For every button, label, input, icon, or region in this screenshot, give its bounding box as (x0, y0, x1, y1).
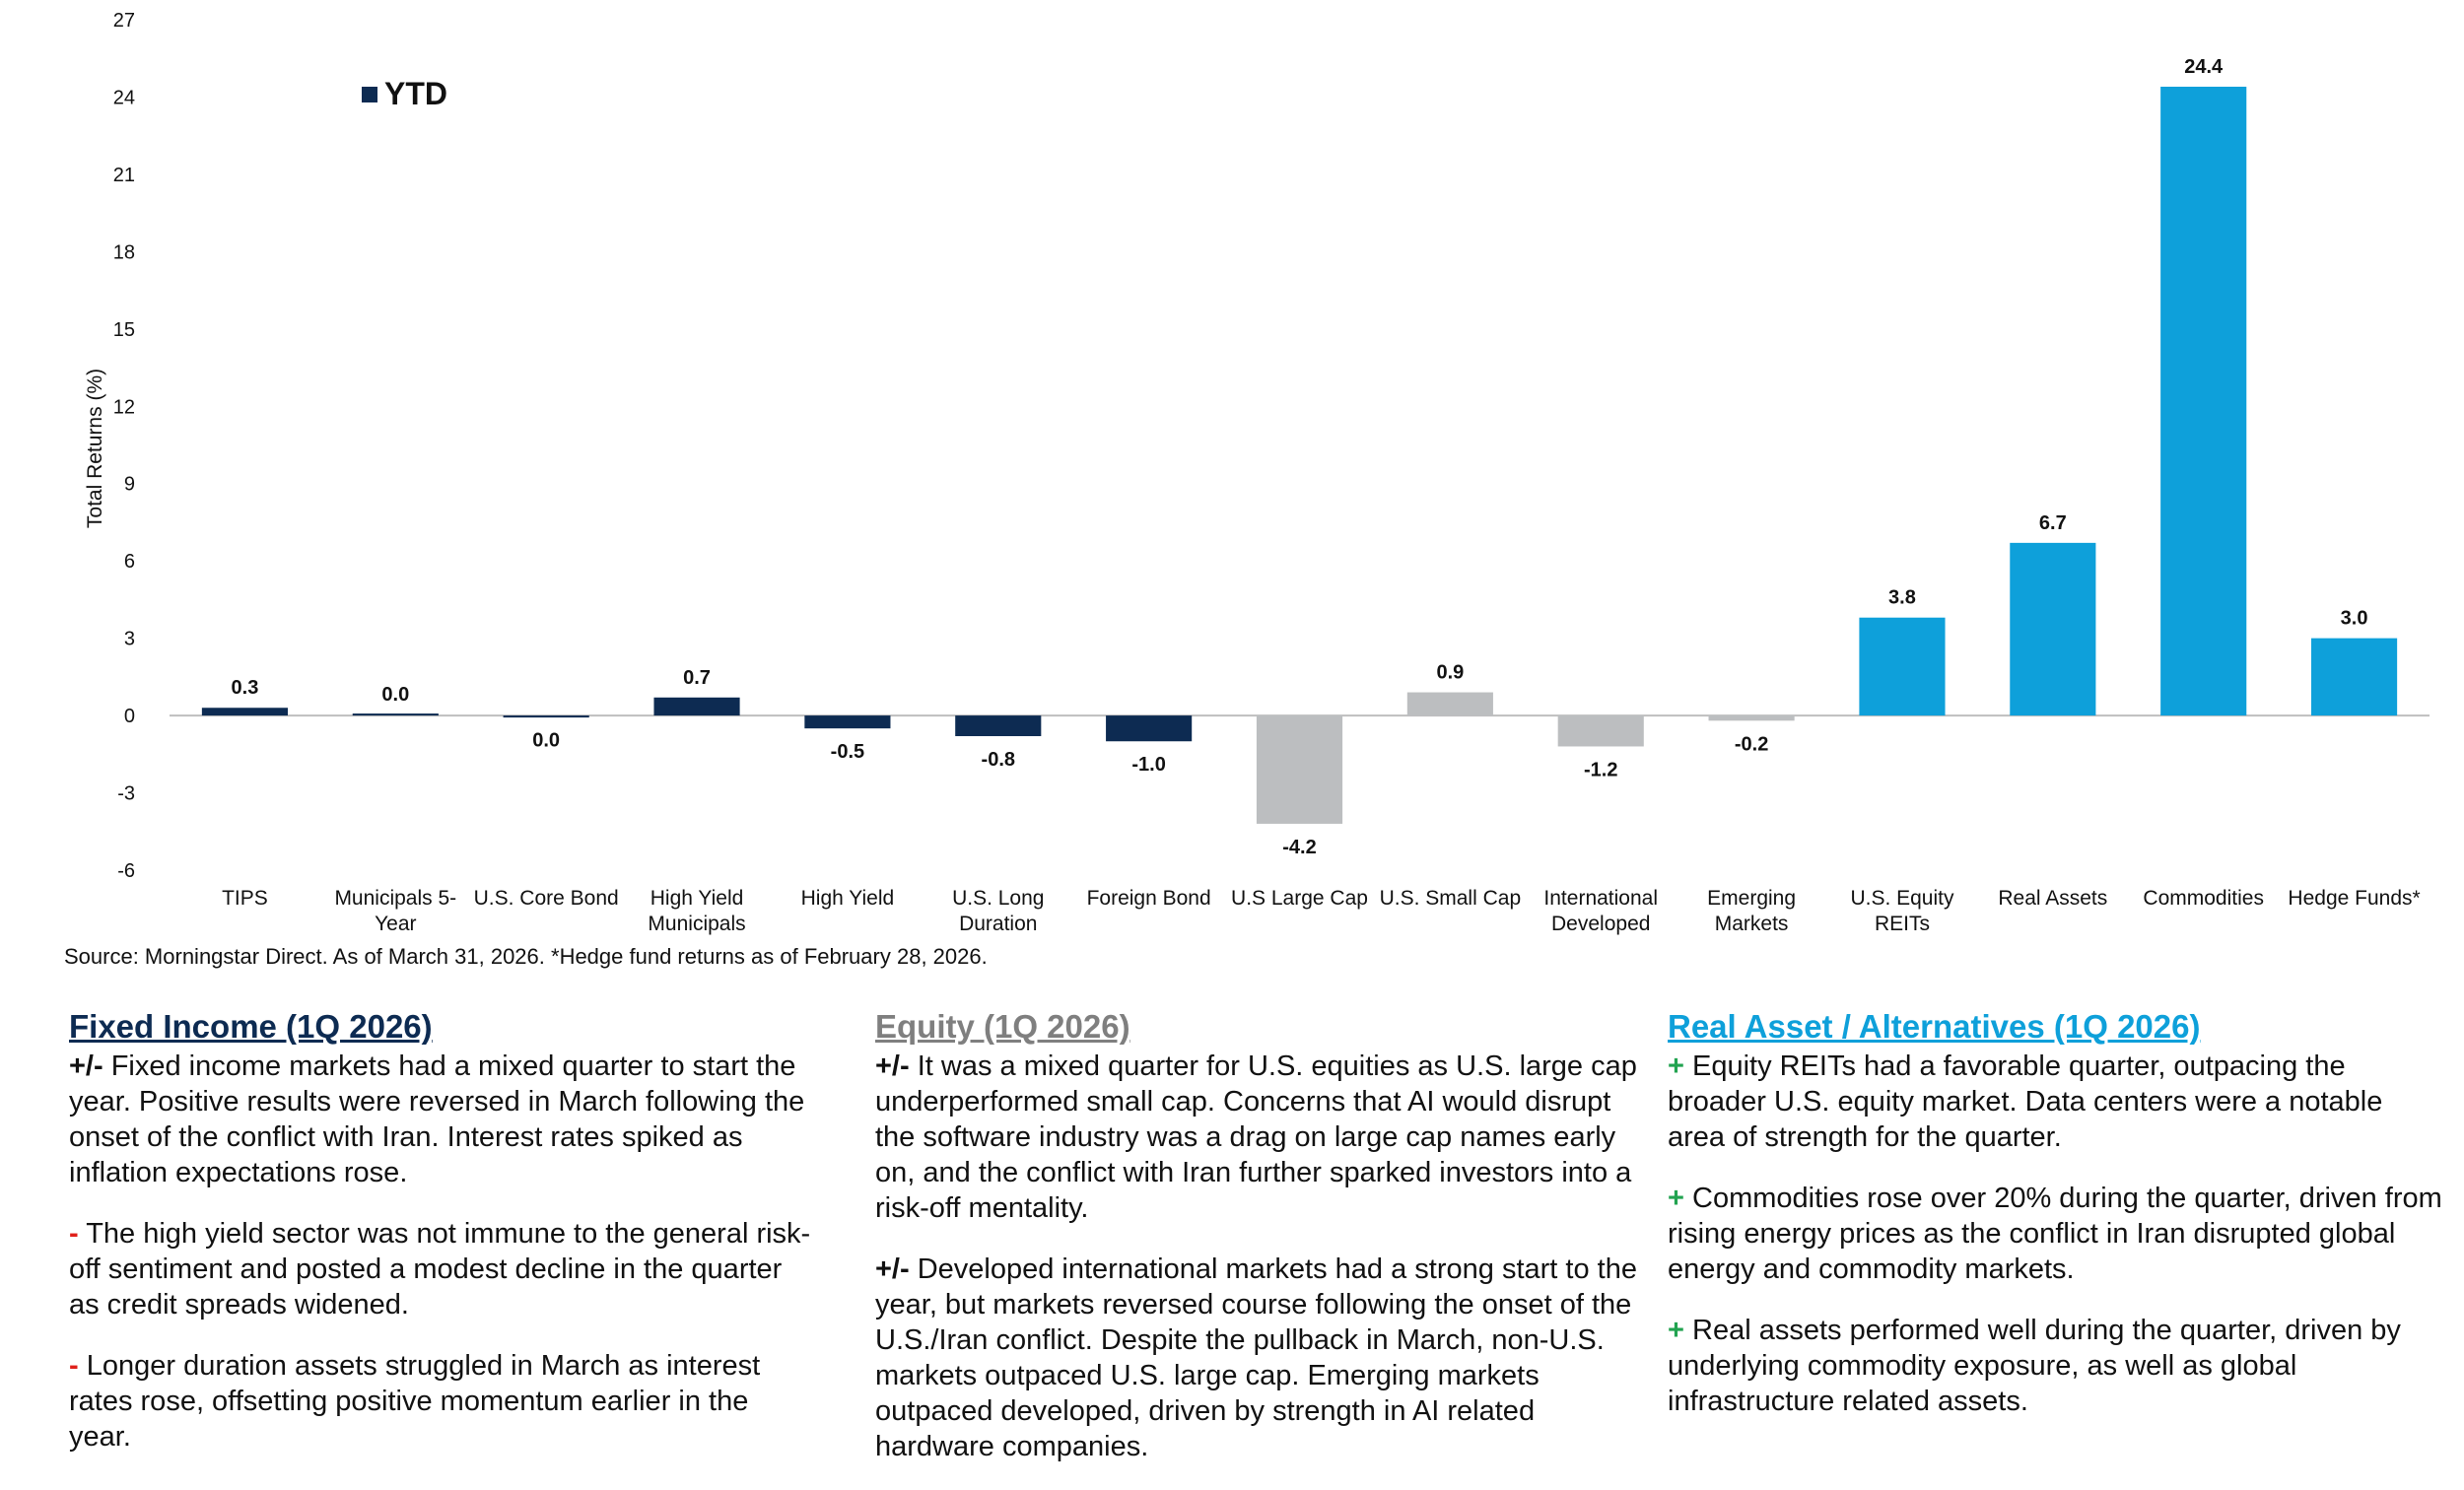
x-tick-label: Real Assets (1998, 887, 2108, 910)
data-label: 0.9 (1436, 661, 1465, 684)
data-label: 24.4 (2184, 55, 2224, 78)
data-label: -0.8 (981, 749, 1016, 772)
data-label: -1.0 (1131, 754, 1166, 777)
x-tick-label: Year (375, 913, 417, 935)
item-marker: +/- (69, 1050, 103, 1082)
data-label: 6.7 (2038, 511, 2067, 534)
data-label: 0.0 (532, 729, 561, 752)
data-label: 0.3 (231, 677, 259, 700)
y-tick-label: 9 (123, 473, 135, 496)
y-tick-label: 12 (112, 396, 135, 419)
real-assets-title: Real Asset / Alternatives (1Q 2026) (1668, 1008, 2201, 1045)
x-tick-label: Markets (1714, 913, 1789, 935)
bar (1558, 715, 1644, 746)
item-marker: + (1668, 1050, 1684, 1082)
x-tick-label: REITs (1874, 913, 1930, 935)
x-tick-label: TIPS (222, 887, 268, 910)
bar (2160, 87, 2246, 715)
x-tick-label: High Yield (650, 887, 744, 910)
commentary-item (1668, 1049, 2446, 1155)
y-tick-label: 18 (112, 241, 135, 264)
item-text: The high yield sector was not immune to the general risk-off sentiment and posted a modest decline in the quarter as credit spreads widened. (69, 1218, 811, 1321)
bar (1709, 715, 1795, 720)
x-tick-label: Municipals 5- (334, 887, 457, 910)
item-text: Commodities rose over 20% during the quarter, driven from rising energy prices as the conflict in Iran disrupted global energy and commodity markets. (1668, 1183, 2442, 1285)
equity-commentary (875, 1007, 1644, 1490)
y-tick-label: 27 (112, 10, 135, 32)
commentary-item (1668, 1181, 2446, 1287)
commentary-item (875, 1049, 1644, 1226)
item-text: Equity REITs had a favorable quarter, outpacing the broader U.S. equity market. Data centers were a notable area of strength for the quarter. (1668, 1050, 2383, 1153)
y-tick-label: -3 (117, 782, 135, 805)
legend-label: YTD (384, 76, 447, 111)
source-note: Source: Morningstar Direct. As of March 31, 2026. *Hedge fund returns as of February 28, 2026. (64, 944, 988, 969)
data-label: 3.0 (2340, 607, 2368, 630)
item-text: Longer duration assets struggled in March as interest rates rose, offsetting positive momentum earlier in the year. (69, 1350, 761, 1453)
item-text: Real assets performed well during the quarter, driven by underlying commodity exposure, as well as global infrastructure related assets. (1668, 1315, 2401, 1417)
data-label: -0.5 (830, 741, 865, 764)
item-marker: - (69, 1218, 79, 1250)
bar-series (202, 87, 2397, 824)
bar (504, 715, 589, 717)
y-tick-label: 6 (123, 551, 135, 574)
commentary-item (1668, 1313, 2446, 1419)
bar (2311, 639, 2397, 715)
bar (955, 715, 1041, 736)
y-tick-label: 3 (123, 628, 135, 650)
data-label: -0.2 (1734, 733, 1769, 756)
x-tick-label: Municipals (648, 913, 746, 935)
x-tick-label: U.S Large Cap (1231, 887, 1368, 910)
x-tick-label: High Yield (800, 887, 895, 910)
equity-title: Equity (1Q 2026) (875, 1008, 1130, 1045)
y-tick-label: 21 (112, 164, 135, 186)
x-tick-label: U.S. Equity (1850, 887, 1954, 910)
bar (1859, 618, 1945, 715)
y-axis (113, 10, 135, 882)
data-label: 3.8 (1888, 586, 1916, 609)
x-tick-label: U.S. Core Bond (473, 887, 619, 910)
x-tick-label: Hedge Funds* (2288, 887, 2421, 910)
bar (353, 713, 439, 715)
x-tick-label: U.S. Long (952, 887, 1045, 910)
item-marker: + (1668, 1315, 1684, 1346)
item-marker: +/- (875, 1253, 910, 1285)
y-tick-label: 15 (112, 318, 135, 341)
x-tick-label: Commodities (2143, 887, 2264, 910)
commentary-item (69, 1348, 818, 1455)
bar (2010, 543, 2095, 715)
x-tick-label: Foreign Bond (1086, 887, 1211, 910)
y-tick-label: -6 (117, 860, 135, 882)
item-marker: +/- (875, 1050, 910, 1082)
commentary-item (69, 1216, 818, 1322)
bar (1257, 715, 1342, 824)
legend-swatch (362, 87, 377, 102)
item-text: Developed international markets had a strong start to the year, but markets reversed course following the onset of the U.S./Iran conflict. Despite the pullback in March, non-U.S. markets outpaced U.S. large cap. Emerging markets outpaced developed, driven by strength in AI related hardware companies. (875, 1253, 1637, 1462)
bar (653, 698, 739, 715)
item-marker: - (69, 1350, 79, 1382)
real-assets-commentary (1668, 1007, 2446, 1445)
x-tick-label: International (1543, 887, 1659, 910)
item-text: It was a mixed quarter for U.S. equities as U.S. large cap underperformed small cap. Concerns that AI would disrupt the software industry was a drag on large cap names early on, and the conflict with Iran further sparked investors into a risk-off mentality. (875, 1050, 1637, 1224)
bar (804, 715, 890, 728)
y-tick-label: 24 (112, 87, 135, 109)
data-label: 0.7 (683, 666, 711, 689)
bar (202, 708, 288, 715)
x-tick-label: Duration (959, 913, 1038, 935)
bar (1407, 693, 1493, 716)
item-marker: + (1668, 1183, 1684, 1214)
y-tick-label: 0 (123, 706, 135, 728)
x-tick-label: U.S. Small Cap (1379, 887, 1522, 910)
item-text: Fixed income markets had a mixed quarter to start the year. Positive results were reversed in March following the onset of the conflict with Iran. Interest rates spiked as inflation expectations rose. (69, 1050, 805, 1188)
fixed-income-title: Fixed Income (1Q 2026) (69, 1008, 433, 1045)
x-axis-labels (222, 887, 2421, 935)
commentary-item (875, 1252, 1644, 1464)
fixed-income-commentary (69, 1007, 818, 1480)
commentary-item (69, 1049, 818, 1190)
data-label: -4.2 (1282, 836, 1317, 858)
data-label: -1.2 (1583, 759, 1618, 781)
x-tick-label: Emerging (1707, 887, 1797, 910)
data-label: 0.0 (381, 683, 410, 706)
y-axis-title: Total Returns (%) (84, 368, 106, 529)
bar (1106, 715, 1192, 741)
x-tick-label: Developed (1551, 913, 1651, 935)
legend (362, 76, 447, 111)
